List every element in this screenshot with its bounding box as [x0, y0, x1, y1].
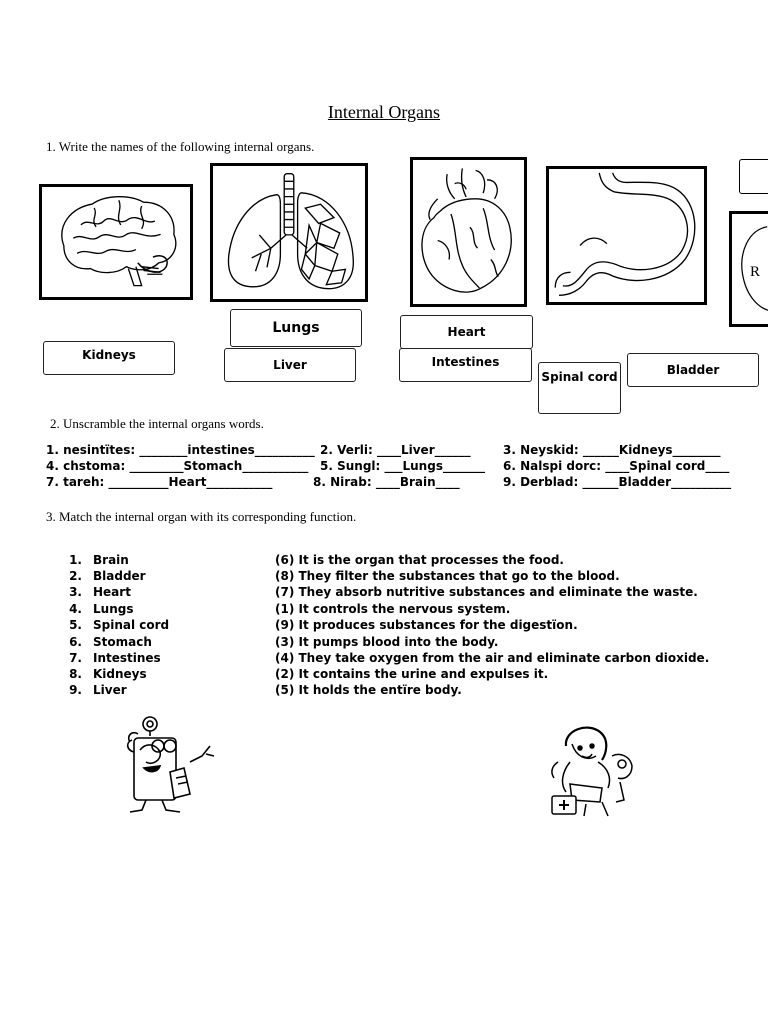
- section-2-instruction: 2. Unscramble the internal organs words.: [50, 416, 264, 431]
- match-number: 2.: [69, 569, 82, 583]
- unscramble-item-5: 5. Sungl: ___Lungs_______: [320, 459, 485, 473]
- match-organ: Kidneys: [93, 667, 147, 681]
- match-organ: Spinal cord: [93, 618, 170, 632]
- label-spinal-cord: Spinal cord: [538, 362, 621, 414]
- section-3-instruction: 3. Match the internal organ with its corresponding function.: [46, 509, 357, 524]
- unscramble-item-4: 4. chstoma: _________Stomach___________: [46, 459, 309, 473]
- partial-letter: R: [750, 264, 761, 280]
- match-function: (3) It pumps blood into the body.: [275, 635, 499, 649]
- match-organ: Intestines: [93, 651, 161, 665]
- match-number: 8.: [69, 667, 82, 681]
- label-liver: Liver: [224, 348, 356, 382]
- match-function: (4) They take oxygen from the air and eliminate carbon dioxide.: [275, 651, 710, 665]
- nurse-cartoon-image: [546, 722, 640, 818]
- unscramble-item-3: 3. Neyskid: ______Kidneys________: [503, 443, 721, 457]
- partial-label-box: [739, 159, 768, 194]
- heart-image: [410, 157, 527, 307]
- unscramble-item-8: 8. Nirab: ____Brain____: [313, 475, 460, 489]
- label-kidneys: Kidneys: [43, 341, 175, 375]
- label-lungs: Lungs: [230, 309, 362, 347]
- match-function: (2) It contains the urine and expulses it.: [275, 667, 549, 681]
- match-number: 5.: [69, 618, 82, 632]
- match-organ: Heart: [93, 585, 131, 599]
- match-organ: Liver: [93, 683, 127, 697]
- match-organ: Stomach: [93, 635, 152, 649]
- partial-kidney-image: [729, 211, 768, 327]
- label-heart: Heart: [400, 315, 533, 349]
- unscramble-item-7: 7. tareh: __________Heart___________: [46, 475, 273, 489]
- match-number: 4.: [69, 602, 82, 616]
- match-number: 9.: [69, 683, 82, 697]
- unscramble-item-1: 1. nesintïtes: ________intestines__________: [46, 443, 315, 457]
- label-bladder: Bladder: [627, 353, 759, 387]
- stomach-image: [546, 166, 707, 305]
- match-number: 6.: [69, 635, 82, 649]
- worksheet-title: Internal Organs: [327, 102, 441, 122]
- match-function: (1) It controls the nervous system.: [275, 602, 511, 616]
- match-number: 7.: [69, 651, 82, 665]
- unscramble-item-9: 9. Derblad: ______Bladder__________: [503, 475, 732, 489]
- match-function: (6) It is the organ that processes the food.: [275, 553, 564, 567]
- unscramble-item-6: 6. Nalspi dorc: ____Spinal cord____: [503, 459, 730, 473]
- doctor-cartoon-image: [118, 712, 222, 816]
- section-1-instruction: 1. Write the names of the following internal organs.: [46, 139, 315, 154]
- match-organ: Brain: [93, 553, 129, 567]
- match-function: (7) They absorb nutritive substances and eliminate the waste.: [275, 585, 698, 599]
- match-function: (8) They filter the substances that go to the blood.: [275, 569, 620, 583]
- lungs-image: [210, 163, 368, 302]
- match-number: 1.: [69, 553, 82, 567]
- match-number: 3.: [69, 585, 82, 599]
- match-function: (5) It holds the entïre body.: [275, 683, 462, 697]
- match-organ: Lungs: [93, 602, 134, 616]
- match-organ: Bladder: [93, 569, 146, 583]
- label-intestines: Intestines: [399, 348, 532, 382]
- unscramble-item-2: 2. Verli: ____Liver______: [320, 443, 471, 457]
- brain-image: [39, 184, 193, 300]
- match-function: (9) It produces substances for the digestïon.: [275, 618, 578, 632]
